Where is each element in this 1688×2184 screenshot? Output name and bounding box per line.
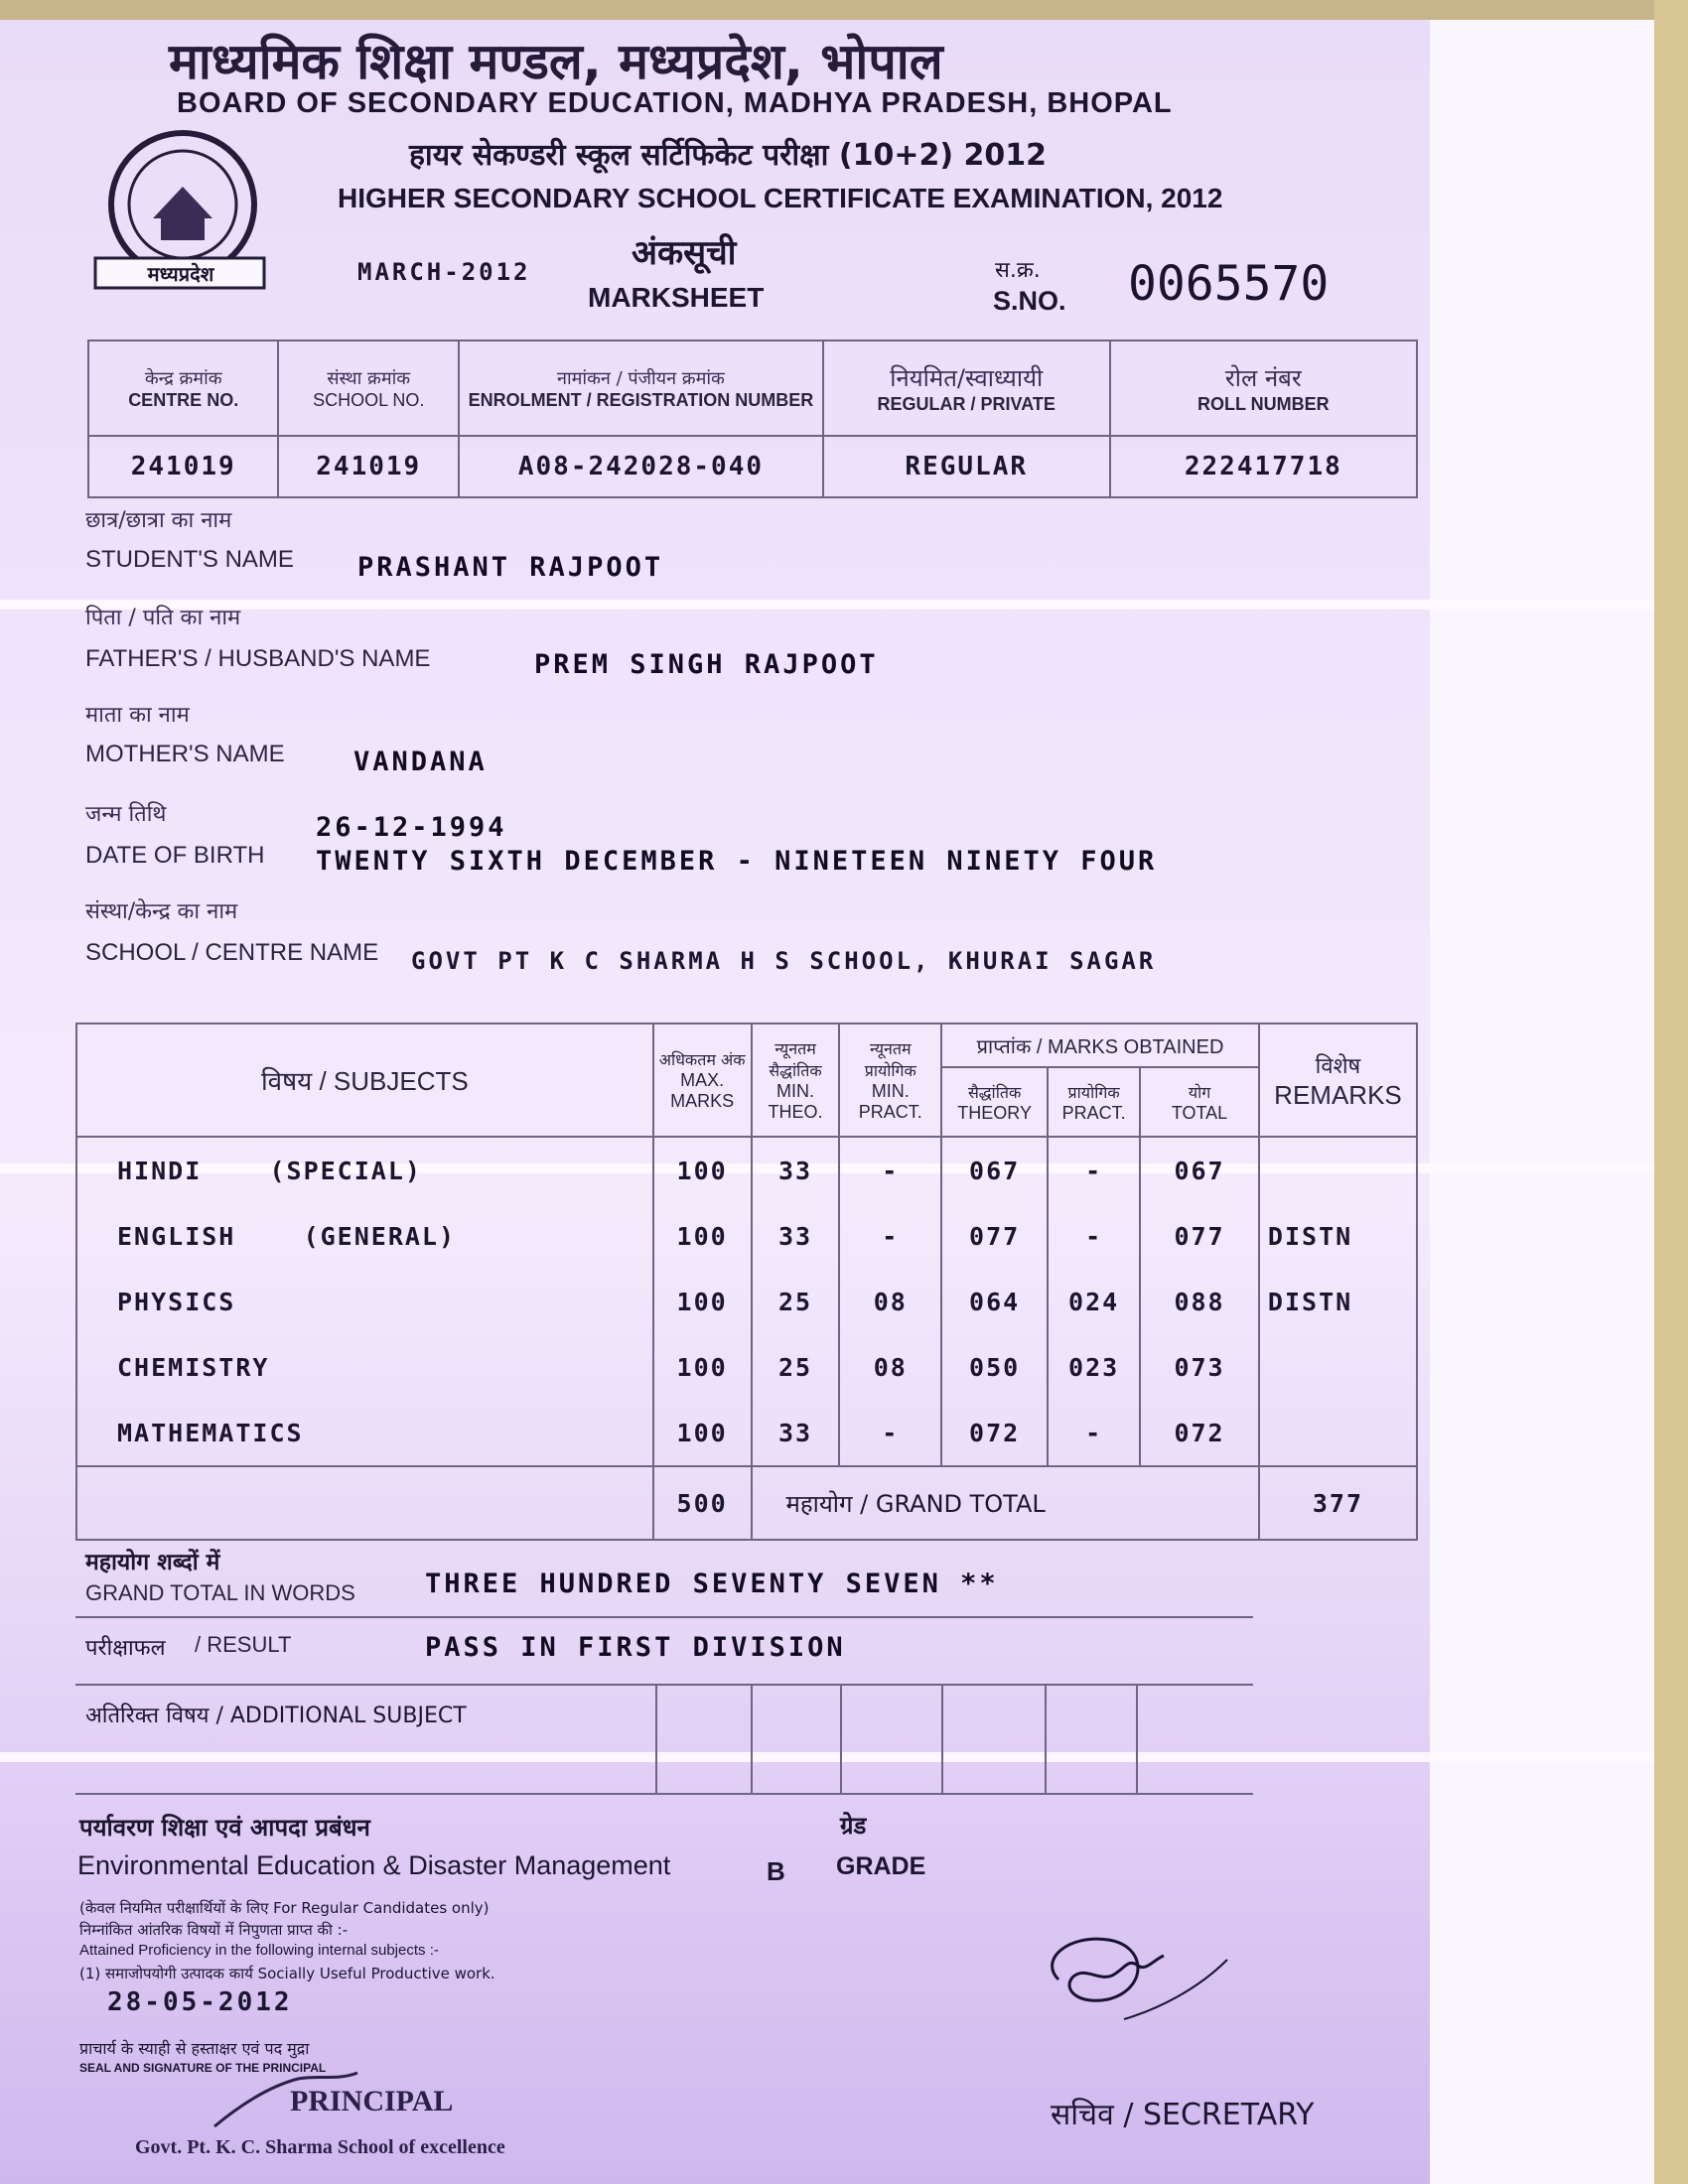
subject-name: ENGLISH (GENERAL) — [76, 1203, 653, 1269]
enrolment-header: नामांकन / पंजीयन क्रमांक ENROLMENT / REGISTRATION NUMBER — [459, 341, 823, 436]
remarks — [1259, 1137, 1417, 1203]
remarks-header: विशेष REMARKS — [1259, 1024, 1417, 1137]
remarks: DISTN — [1259, 1269, 1417, 1334]
theory-marks: 067 — [941, 1137, 1048, 1203]
grand-total-label: महायोग / GRAND TOTAL — [752, 1466, 1259, 1540]
min-practical: 08 — [839, 1334, 941, 1400]
student-name: PRASHANT RAJPOOT — [357, 552, 664, 583]
theory-marks: 077 — [941, 1203, 1048, 1269]
session: MARCH-2012 — [357, 258, 531, 286]
principal-stamp: PRINCIPAL — [290, 2085, 454, 2117]
principal-signature — [209, 2067, 367, 2136]
regular-private-value: REGULAR — [823, 436, 1110, 497]
father-name-label: FATHER'S / HUSBAND'S NAME — [85, 645, 431, 672]
roll-number-header: रोल नंबर ROLL NUMBER — [1110, 341, 1417, 436]
total-marks: 088 — [1140, 1269, 1259, 1334]
min-practical-header: न्यूनतम प्रायोगिक MIN. PRACT. — [839, 1024, 941, 1137]
student-name-label: STUDENT'S NAME — [85, 546, 294, 573]
margin-strip — [1430, 20, 1654, 2184]
min-practical: - — [839, 1203, 941, 1269]
board-title-hindi: माध्यमिक शिक्षा मण्डल, मध्यप्रदेश, भोपाल — [169, 33, 943, 90]
env-label-hindi: पर्यावरण शिक्षा एवं आपदा प्रबंधन — [79, 1814, 370, 1842]
result-label: / RESULT — [195, 1632, 292, 1657]
total-marks: 077 — [1140, 1203, 1259, 1269]
marksheet-title: MARKSHEET — [588, 282, 765, 313]
seal-text: मध्यप्रदेश — [147, 262, 214, 286]
min-practical: - — [839, 1400, 941, 1466]
result-value: PASS IN FIRST DIVISION — [425, 1632, 846, 1663]
remarks — [1259, 1400, 1417, 1466]
min-theory: 33 — [752, 1203, 840, 1269]
result-label-hindi: परीक्षाफल — [85, 1636, 166, 1661]
min-theory: 25 — [752, 1269, 840, 1334]
mother-name-label-hindi: माता का नाम — [85, 703, 190, 728]
school-name-label: SCHOOL / CENTRE NAME — [85, 939, 379, 966]
board-seal — [91, 127, 270, 296]
note-regular: (केवल नियमित परीक्षार्थियों के लिए For Regular Candidates only) — [79, 1899, 490, 1917]
theory-marks: 050 — [941, 1334, 1048, 1400]
practical-header: प्रायोगिक PRACT. — [1048, 1067, 1140, 1137]
school-no-value: 241019 — [278, 436, 459, 497]
grade-label: GRADE — [836, 1852, 926, 1880]
subject-row — [76, 1269, 1417, 1334]
note-supw: (1) समाजोपयोगी उत्पादक कार्य Socially Useful Productive work. — [79, 1965, 495, 1982]
min-theory: 25 — [752, 1334, 840, 1400]
grade-label-hindi: ग्रेड — [840, 1812, 867, 1840]
total-marks: 072 — [1140, 1400, 1259, 1466]
subject-name: CHEMISTRY — [76, 1334, 653, 1400]
mother-name-label: MOTHER'S NAME — [85, 741, 285, 767]
marksheet-title-hindi: अंकसूची — [632, 233, 737, 273]
secretary-label: सचिव / SECRETARY — [1051, 2098, 1315, 2132]
centre-no-value: 241019 — [88, 436, 278, 497]
regular-private-header: नियमित/स्वाध्यायी REGULAR / PRIVATE — [823, 341, 1110, 436]
issue-date: 28-05-2012 — [107, 1987, 293, 2017]
subject-row — [76, 1137, 1417, 1203]
enrolment-value: A08-242028-040 — [459, 436, 823, 497]
min-theory-header: न्यूनतम सैद्धांतिक MIN. THEO. — [752, 1024, 840, 1137]
max-marks: 100 — [653, 1203, 752, 1269]
sno-label: S.NO. — [993, 286, 1066, 316]
candidate-info-table — [87, 340, 1418, 498]
total-marks: 073 — [1140, 1334, 1259, 1400]
subject-name: HINDI (SPECIAL) — [76, 1137, 653, 1203]
total-marks: 067 — [1140, 1137, 1259, 1203]
subjects-header: विषय / SUBJECTS — [76, 1024, 653, 1137]
min-theory: 33 — [752, 1400, 840, 1466]
env-grade-value: B — [767, 1856, 785, 1886]
roll-number-value: 222417718 — [1110, 436, 1417, 497]
practical-marks: 023 — [1048, 1334, 1140, 1400]
dob-label-hindi: जन्म तिथि — [85, 802, 167, 827]
max-marks: 100 — [653, 1137, 752, 1203]
theory-header: सैद्धांतिक THEORY — [941, 1067, 1048, 1137]
subject-row — [76, 1203, 1417, 1269]
max-marks: 100 — [653, 1400, 752, 1466]
grand-total-row — [76, 1466, 1417, 1540]
min-practical: 08 — [839, 1269, 941, 1334]
scan-frame-right — [1654, 0, 1688, 2184]
grand-total: 377 — [1259, 1466, 1417, 1540]
note-proficiency-hindi: निम्नांकित आंतरिक विषयों में निपुणता प्राप्त की :- — [79, 1921, 349, 1939]
mother-name: VANDANA — [353, 747, 488, 777]
school-name: GOVT PT K C SHARMA H S SCHOOL, KHURAI SAGAR — [411, 947, 1157, 975]
student-name-label-hindi: छात्र/छात्रा का नाम — [85, 508, 232, 533]
additional-subject-label: अतिरिक्त विषय / ADDITIONAL SUBJECT — [85, 1704, 467, 1728]
board-title: BOARD OF SECONDARY EDUCATION, MADHYA PRADESH, BHOPAL — [177, 87, 1173, 119]
practical-marks: - — [1048, 1203, 1140, 1269]
words-label: GRAND TOTAL IN WORDS — [85, 1580, 355, 1605]
school-no-header: संस्था क्रमांक SCHOOL NO. — [278, 341, 459, 436]
max-marks: 100 — [653, 1269, 752, 1334]
paper-fold — [0, 600, 1654, 610]
seal-label: SEAL AND SIGNATURE OF THE PRINCIPAL — [79, 2061, 327, 2075]
remarks — [1259, 1334, 1417, 1400]
grand-max-marks: 500 — [653, 1466, 752, 1540]
theory-marks: 072 — [941, 1400, 1048, 1466]
dob-value: 26-12-1994 — [316, 812, 507, 843]
theory-marks: 064 — [941, 1269, 1048, 1334]
max-marks: 100 — [653, 1334, 752, 1400]
min-theory: 33 — [752, 1137, 840, 1203]
subject-row — [76, 1400, 1417, 1466]
paper-fold — [0, 1752, 1654, 1762]
practical-marks: - — [1048, 1400, 1140, 1466]
exam-title-hindi: हायर सेकण्डरी स्कूल सर्टिफिकेट परीक्षा (10+2) 2012 — [409, 138, 1048, 173]
practical-marks: - — [1048, 1137, 1140, 1203]
centre-no-header: केन्द्र क्रमांक CENTRE NO. — [88, 341, 278, 436]
grand-total-words: THREE HUNDRED SEVENTY SEVEN ** — [425, 1569, 999, 1599]
seal-label-hindi: प्राचार्य के स्याही से हस्ताक्षर एवं पद मुद्रा — [79, 2039, 310, 2058]
marks-table — [75, 1023, 1418, 1541]
serial-number: 0065570 — [1128, 256, 1330, 312]
secretary-signature — [1029, 1920, 1237, 2029]
school-name-label-hindi: संस्था/केन्द्र का नाम — [85, 899, 238, 924]
school-stamp: Govt. Pt. K. C. Sharma School of excellence — [135, 2136, 505, 2158]
remarks: DISTN — [1259, 1203, 1417, 1269]
max-marks-header: अधिकतम अंक MAX. MARKS — [653, 1024, 752, 1137]
total-header: योग TOTAL — [1140, 1067, 1259, 1137]
sno-label-hindi: स.क्र. — [995, 258, 1041, 283]
min-practical: - — [839, 1137, 941, 1203]
father-name: PREM SINGH RAJPOOT — [534, 649, 879, 680]
dob-label: DATE OF BIRTH — [85, 842, 265, 869]
subject-row — [76, 1334, 1417, 1400]
env-label: Environmental Education & Disaster Management — [77, 1850, 671, 1880]
marks-obtained-header: प्राप्तांक / MARKS OBTAINED — [941, 1024, 1259, 1067]
father-name-label-hindi: पिता / पति का नाम — [85, 606, 241, 630]
dob-words: TWENTY SIXTH DECEMBER - NINETEEN NINETY FOUR — [316, 846, 1158, 877]
words-label-hindi: महायोग शब्दों में — [85, 1550, 220, 1575]
note-proficiency: Attained Proficiency in the following internal subjects :- — [79, 1942, 439, 1959]
practical-marks: 024 — [1048, 1269, 1140, 1334]
exam-title: HIGHER SECONDARY SCHOOL CERTIFICATE EXAMINATION, 2012 — [338, 183, 1223, 213]
subject-name: PHYSICS — [76, 1269, 653, 1334]
subject-name: MATHEMATICS — [76, 1400, 653, 1466]
